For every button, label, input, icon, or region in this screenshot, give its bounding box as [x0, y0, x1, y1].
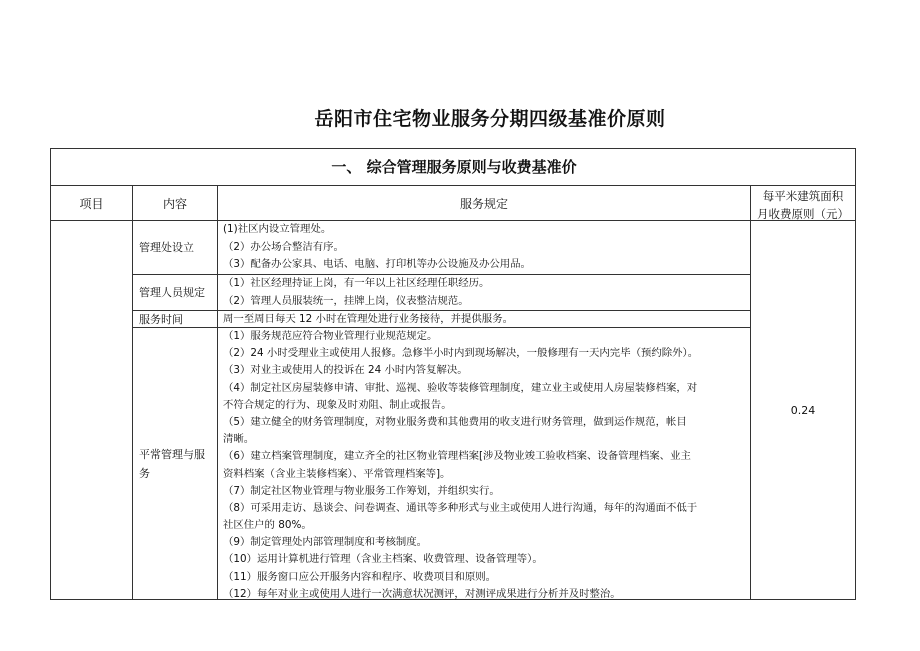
- rule-line: （4）制定社区房屋装修申请、审批、巡视、验收等装修管理制度，建立业主或使用人房屋装修档案，对: [223, 381, 698, 394]
- rule-line: （11）服务窗口应公开服务内容和程序、收费项目和原则。: [223, 570, 496, 583]
- rule-line: （2）办公场合整洁有序。: [223, 240, 344, 253]
- rule-line: （8）可采用走访、恳谈会、问卷调查、通讯等多种形式与业主或使用人进行沟通，每年的沟通面不低于: [223, 501, 698, 514]
- standards-table: [50, 148, 856, 600]
- header-price: [751, 186, 855, 220]
- rules-daily-management: [218, 328, 750, 599]
- rule-line: （1）社区经理持证上岗，有一年以上社区经理任职经历。: [223, 277, 490, 289]
- header-item: 项目: [79, 196, 104, 211]
- rules-office: [218, 221, 750, 274]
- category-daily-management: [133, 328, 217, 599]
- rule-line: （9）制定管理处内部管理制度和考核制度。: [223, 536, 428, 549]
- category-staff: 管理人员规定: [139, 286, 205, 299]
- category-line2: 务: [139, 466, 150, 480]
- header-price-line1: 每平米建筑面积: [762, 189, 844, 203]
- price-value: 0.24: [790, 403, 816, 417]
- rule-line: 社区住户的 80%。: [223, 519, 312, 532]
- rule-line: （6）建立档案管理制度，建立齐全的社区物业管理档案[涉及物业竣工验收档案、设备管理档案、业主: [223, 450, 691, 463]
- category-line1: 平常管理与服: [139, 447, 205, 461]
- header-price-line2: 月收费原则（元）: [757, 207, 849, 221]
- rule-line: （1）服务规范应符合物业管理行业规范规定。: [223, 330, 438, 342]
- rule-line: 周一至周日每天 12 小时在管理处进行业务接待，并提供服务。: [223, 313, 513, 325]
- rule-line: （3）对业主或使用人的投诉在 24 小时内答复解决。: [223, 364, 468, 377]
- section-title: 一、 综合管理服务原则与收费基准价: [331, 158, 577, 176]
- rule-line: （12）每年对业主或使用人进行一次满意状况测评，对测评成果进行分析并及时整治。: [223, 587, 621, 600]
- category-hours: 服务时间: [139, 312, 183, 326]
- rule-line: （7）制定社区物业管理与物业服务工作筹划，并组织实行。: [223, 484, 500, 497]
- rule-line: 不符合规定的行为、现象及时劝阻、制止或报告。: [223, 398, 452, 411]
- rule-line: （5）建立健全的财务管理制度，对物业服务费和其他费用的收支进行财务管理，做到运作规范，帐目: [223, 415, 687, 428]
- rule-line: 清晰。: [223, 433, 255, 446]
- rule-line: （10）运用计算机进行管理（含业主档案、收费管理、设备管理等）。: [223, 553, 543, 566]
- rule-line: （2）24 小时受理业主或使用人报修。急修半小时内到现场解决，一般修理有一天内完毕（预约除外）。: [223, 347, 699, 360]
- rule-line: 资料档案（含业主装修档案）、平常管理档案等]。: [223, 467, 451, 480]
- rules-hours: [218, 311, 750, 327]
- header-rules: 服务规定: [459, 196, 508, 211]
- document-title: 岳阳市住宅物业服务分期四级基准价原则: [314, 108, 666, 130]
- rule-line: （3）配备办公家具、电话、电脑、打印机等办公设施及办公用品。: [223, 258, 531, 271]
- rule-line: （2）管理人员服装统一，挂牌上岗，仪表整洁规范。: [223, 294, 469, 307]
- rule-line: (1)社区内设立管理处。: [223, 223, 332, 235]
- header-content: 内容: [162, 196, 187, 211]
- rules-staff: [218, 275, 750, 310]
- category-office: 管理处设立: [139, 241, 194, 254]
